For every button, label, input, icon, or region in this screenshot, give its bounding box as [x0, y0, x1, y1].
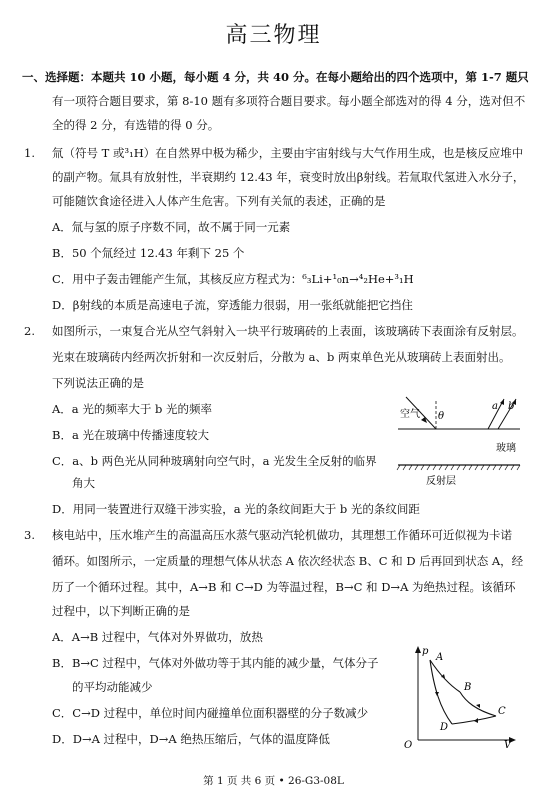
- question-3-option-d: D．D→A 过程中，D→A 绝热压缩后，气体的温度降低: [52, 732, 330, 746]
- question-1-option-d: D．β射线的本质是高速电子流，穿透能力很弱，用一张纸就能把它挡住: [52, 298, 413, 312]
- question-2-option-a: A．a 光的频率大于 b 光的频率: [52, 402, 212, 416]
- question-1-stem-line1: 氚（符号 T 或³₁H）在自然界中极为稀少，主要由宇宙射线与大气作用生成，也是核反应堆中: [52, 146, 524, 160]
- question-2-stem-line3: 下列说法正确的是: [52, 376, 144, 390]
- reflective-layer-hatch: [397, 465, 520, 470]
- label-ray-b: b: [508, 401, 515, 412]
- curve-d-to-a: [430, 660, 452, 724]
- question-3-option-a: A．A→B 过程中，气体对外界做功，放热: [52, 630, 263, 644]
- question-2-option-c-line2: 角大: [72, 476, 95, 490]
- question-1-number: 1.: [24, 146, 35, 160]
- label-reflective-layer: 反射层: [426, 476, 456, 487]
- question-3-number: 3.: [24, 528, 35, 542]
- refraction-figure: [392, 393, 530, 493]
- curve-b-to-c: [460, 692, 496, 716]
- question-1-stem-line2: 的副产物。氚具有放射性，半衰期约 12.43 年，衰变时放出β射线。若氚取代氢进入水分子，: [52, 170, 525, 184]
- label-air: 空气: [400, 409, 420, 420]
- question-1-stem-line3: 可能随饮食途径进入人体产生危害。下列有关氚的表述，正确的是: [52, 194, 386, 208]
- pv-diagram: [400, 644, 520, 748]
- ray-a-arrow: [500, 399, 504, 405]
- question-2-option-b: B．a 光在玻璃中传播速度较大: [52, 428, 209, 442]
- question-3-option-b-line2: 的平均动能减少: [72, 680, 153, 694]
- curve-c-to-d: [452, 716, 496, 724]
- label-state-d: D: [440, 722, 449, 733]
- p-axis-arrow: [415, 646, 421, 653]
- question-3-option-c: C．C→D 过程中，单位时间内碰撞单位面积器壁的分子数减少: [52, 706, 369, 720]
- question-3-stem-line2: 循环。如图所示，一定质量的理想气体从状态 A 依次经状态 B、C 和 D 后再回到状态 A，经: [52, 554, 524, 568]
- question-3-stem-line1: 核电站中，压水堆产生的高温高压水蒸气驱动汽轮机做功，其理想工作循环可近似视为卡诺: [52, 528, 512, 542]
- question-3-stem-line3: 历了一个循环过程。其中，A→B 和 C→D 为等温过程，B→C 和 D→A 为绝热过程。该循环: [52, 580, 516, 594]
- question-2-stem-line1: 如图所示，一束复合光从空气斜射入一块平行玻璃砖的上表面，该玻璃砖下表面涂有反射层。: [52, 324, 524, 338]
- question-1-option-c: C．用中子轰击锂能产生氚，其核反应方程式为：⁶₃Li+¹₀n→⁴₂He+³₁H: [52, 272, 414, 286]
- question-2-number: 2.: [24, 324, 35, 338]
- question-3-stem-line4: 过程中，以下判断正确的是: [52, 604, 190, 618]
- label-state-b: B: [464, 682, 472, 693]
- question-1-option-b: B．50 个氚经过 12.43 年剩下 25 个: [52, 246, 245, 260]
- section-heading: 一、选择题：本题共 10 小题，每小题 4 分，共 40 分。在每小题给出的四个选项中，第 1-7 题只: [22, 70, 529, 84]
- label-ray-a: a: [492, 401, 498, 412]
- curve-a-to-b: [430, 660, 460, 692]
- question-1-option-a: A．氚与氢的原子序数不同，故不属于同一元素: [52, 220, 291, 234]
- question-2-stem-line2: 光束在玻璃砖内经两次折射和一次反射后，分散为 a、b 两束单色光从玻璃砖上表面射出。: [52, 350, 511, 364]
- page-footer: 第 1 页 共 6 页 • 26-G3-08L: [203, 775, 344, 787]
- label-theta: θ: [438, 411, 445, 422]
- question-3-option-b-line1: B．B→C 过程中，气体对外做功等于其内能的减少量，气体分子: [52, 656, 379, 670]
- question-2-option-d: D．用同一装置进行双缝干涉实验，a 光的条纹间距大于 b 光的条纹间距: [52, 502, 420, 516]
- label-p: p: [422, 646, 429, 657]
- question-2-option-c-line1: C．a、b 两色光从同种玻璃射向空气时，a 光发生全反射的临界: [52, 454, 377, 468]
- page-title: 高三物理: [225, 23, 322, 48]
- label-state-a: A: [436, 652, 444, 663]
- label-origin: O: [404, 740, 413, 748]
- label-glass: 玻璃: [496, 443, 516, 454]
- section-instructions-line2: 有一项符合题目要求，第 8-10 题有多项符合题目要求。每小题全部选对的得 4 分，选对但不: [52, 94, 526, 108]
- label-v: V: [504, 740, 512, 748]
- label-state-c: C: [498, 706, 506, 717]
- section-instructions-line3: 全的得 2 分，有选错的得 0 分。: [52, 118, 220, 132]
